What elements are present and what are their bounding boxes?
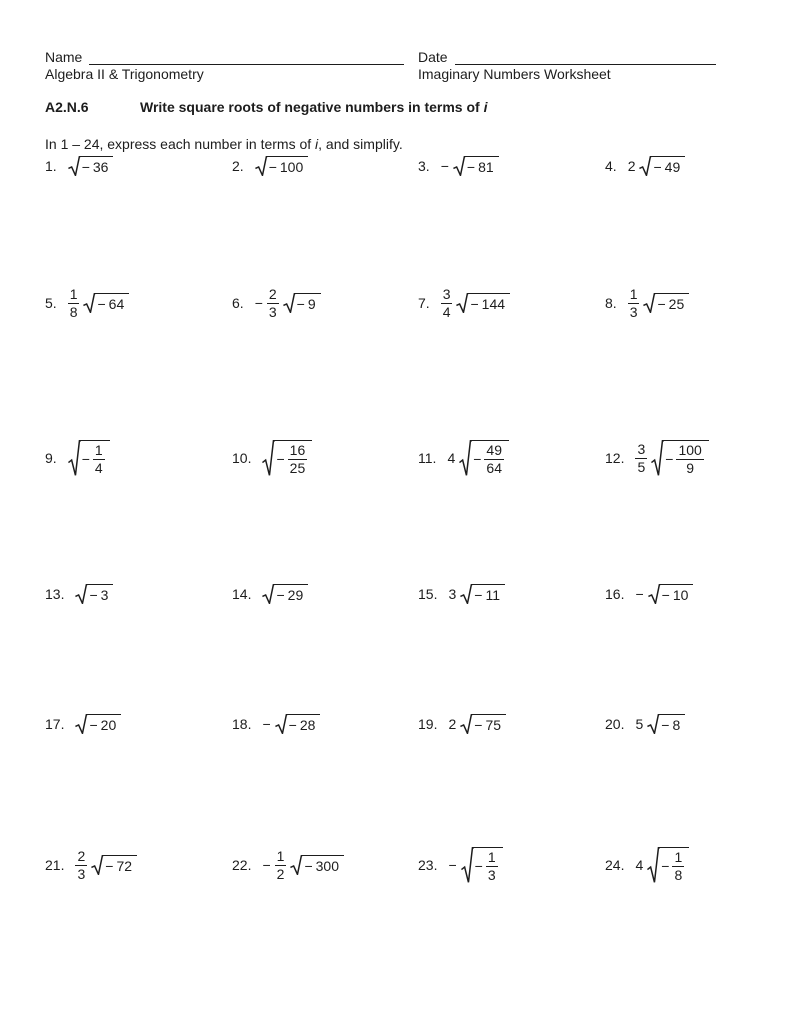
radical-sign-icon (68, 156, 81, 176)
math-expression (635, 440, 708, 476)
fraction-denominator: 2 (276, 865, 285, 882)
math-expression (262, 849, 344, 881)
fraction-denominator: 3 (268, 303, 277, 320)
math-expression (68, 440, 110, 476)
math-expression (448, 584, 505, 604)
fraction-denominator: 64 (486, 459, 502, 476)
fraction-numerator: 3 (637, 440, 646, 457)
sqrt-radical (461, 847, 503, 883)
radicand-minus: − (81, 159, 90, 175)
radical-sign-icon (460, 714, 473, 734)
problem-number: 17. (45, 716, 65, 732)
math-expression (262, 440, 312, 476)
radicand (275, 440, 312, 476)
problem-item (605, 584, 693, 604)
coefficient-sign: − (448, 857, 457, 873)
standard-code: A2.N.6 (45, 99, 89, 115)
coefficient-fraction (635, 442, 647, 474)
radicand (469, 293, 510, 313)
problem-number: 7. (418, 295, 430, 311)
sqrt-radical (456, 293, 510, 313)
sqrt-radical (68, 156, 114, 176)
radicand-minus: − (466, 159, 476, 175)
name-line (45, 46, 418, 65)
course-line (45, 66, 418, 85)
radical-sign-icon (639, 156, 652, 176)
math-expression (75, 714, 121, 734)
radicand-fraction (93, 443, 105, 475)
math-expression (448, 847, 502, 883)
course-title: Algebra II & Trigonometry (45, 66, 204, 82)
date-label: Date (418, 49, 448, 65)
fraction-denominator: 3 (629, 303, 638, 320)
radicand-fraction (288, 443, 308, 475)
fraction-denominator: 25 (289, 459, 306, 476)
radicand-number: 300 (315, 858, 339, 874)
problem-number: 1. (45, 158, 57, 174)
problem-item (605, 156, 685, 176)
radical-sign-icon (75, 584, 88, 604)
radicand (661, 584, 694, 604)
radicand-minus: − (81, 451, 90, 467)
problem-number: 20. (605, 716, 625, 732)
radicand-minus: − (89, 587, 98, 603)
radical-sign-icon (255, 156, 268, 176)
problem-item (45, 584, 113, 604)
radicand-minus: − (657, 296, 666, 312)
math-expression (75, 584, 113, 604)
problem-number: 3. (418, 158, 430, 174)
fraction-numerator: 3 (442, 285, 451, 302)
radicand-number: 11 (485, 587, 500, 603)
radicand-minus: − (665, 451, 674, 467)
problem-number: 5. (45, 295, 57, 311)
sqrt-radical (91, 855, 137, 875)
standard-title (140, 99, 487, 115)
problem-item (45, 440, 110, 476)
date-blank-line (455, 50, 716, 65)
problem-number: 16. (605, 586, 625, 602)
problem-item (45, 849, 137, 881)
sqrt-radical (262, 584, 308, 604)
problem-item (605, 847, 689, 883)
problem-item (45, 714, 121, 734)
fraction-numerator: 1 (629, 285, 638, 302)
sqrt-radical (639, 156, 685, 176)
name-blank-line (89, 50, 404, 65)
math-expression (441, 287, 510, 319)
problem-number: 19. (418, 716, 438, 732)
radicand-minus: − (474, 717, 483, 733)
radicand (88, 714, 121, 734)
problem-number: 9. (45, 450, 57, 466)
radicand-minus: − (97, 296, 106, 312)
radicand-minus: − (89, 717, 98, 733)
fraction-denominator: 5 (637, 458, 646, 475)
sqrt-radical (643, 293, 689, 313)
math-expression (262, 584, 308, 604)
radicand-fraction (484, 443, 504, 475)
math-expression (628, 156, 686, 176)
fraction-numerator: 2 (77, 847, 86, 864)
radicand-minus: − (268, 159, 277, 175)
math-expression (447, 440, 509, 476)
radical-sign-icon (651, 440, 664, 476)
math-expression (68, 156, 114, 176)
coefficient-fraction (75, 849, 87, 881)
problem-number: 22. (232, 857, 252, 873)
radicand (268, 156, 309, 176)
coefficient-sign: − (254, 295, 263, 311)
problem-item (418, 440, 509, 476)
radicand-number: 100 (279, 159, 304, 175)
fraction-numerator: 1 (276, 847, 285, 864)
radical-sign-icon (91, 855, 104, 875)
radicand-minus: − (296, 296, 305, 312)
radicand-number: 28 (299, 717, 316, 733)
problem-number: 4. (605, 158, 617, 174)
radicand-fraction (486, 850, 498, 882)
sqrt-radical (459, 440, 509, 476)
radicand-minus: − (653, 159, 662, 175)
radicand-minus: − (661, 587, 670, 603)
radical-sign-icon (647, 847, 660, 883)
radicand (472, 440, 509, 476)
radicand (652, 156, 685, 176)
problem-item (232, 156, 308, 176)
coefficient-sign: − (635, 586, 644, 602)
radicand-minus: − (473, 451, 482, 467)
coefficient-sign: 4 (447, 450, 456, 466)
math-expression (262, 714, 320, 734)
math-expression (75, 849, 137, 881)
problem-item (232, 584, 308, 604)
sqrt-radical (453, 156, 499, 176)
radicand (96, 293, 129, 313)
problem-item (418, 287, 510, 319)
radicand-number: 72 (116, 858, 133, 874)
radicand (656, 293, 689, 313)
problem-item (45, 287, 129, 319)
problem-number: 2. (232, 158, 244, 174)
radical-sign-icon (460, 584, 473, 604)
sqrt-radical (75, 714, 121, 734)
radicand-number: 3 (100, 587, 109, 603)
radical-sign-icon (262, 440, 275, 476)
sqrt-radical (647, 847, 689, 883)
problem-number: 18. (232, 716, 252, 732)
fraction-numerator: 1 (94, 441, 103, 458)
radicand-number: 10 (672, 587, 689, 603)
sqrt-radical (255, 156, 309, 176)
sqrt-radical (648, 584, 694, 604)
radicand-number: 29 (287, 587, 304, 603)
radicand-number: 36 (92, 159, 109, 175)
radical-sign-icon (262, 584, 275, 604)
math-expression (635, 847, 689, 883)
radical-sign-icon (647, 714, 660, 734)
radicand-number: 20 (100, 717, 117, 733)
radicand (473, 714, 506, 734)
sqrt-radical (290, 855, 344, 875)
sqrt-radical (68, 440, 110, 476)
coefficient-fraction (267, 287, 279, 319)
radicand-minus: − (470, 296, 479, 312)
radicand-minus: − (276, 451, 285, 467)
radicand (104, 855, 137, 875)
problem-item (232, 440, 312, 476)
directions-text-2: , and simplify. (318, 136, 403, 152)
math-expression (448, 714, 506, 734)
problem-number: 11. (418, 450, 437, 466)
radical-sign-icon (290, 855, 303, 875)
sqrt-radical (651, 440, 709, 476)
sqrt-radical (283, 293, 321, 313)
math-expression (635, 714, 685, 734)
radicand-number: 8 (672, 717, 681, 733)
radicand (466, 156, 499, 176)
problem-item (232, 849, 344, 881)
directions-text-1: In 1 – 24, express each number in terms of (45, 136, 316, 152)
sqrt-radical (262, 440, 312, 476)
coefficient-fraction (68, 287, 80, 319)
radicand-fraction (676, 443, 703, 475)
problem-number: 12. (605, 450, 625, 466)
sqrt-radical (83, 293, 129, 313)
problem-number: 8. (605, 295, 617, 311)
problem-number: 21. (45, 857, 65, 873)
problem-item (605, 440, 709, 476)
header (45, 46, 716, 85)
sqrt-radical (75, 584, 113, 604)
math-expression (255, 156, 309, 176)
worksheet-title-line (418, 66, 716, 85)
fraction-numerator: 100 (678, 441, 702, 458)
fraction-numerator: 16 (289, 441, 306, 458)
coefficient-fraction (628, 287, 640, 319)
coefficient-sign: 3 (448, 586, 457, 602)
radicand-fraction (672, 850, 684, 882)
fraction-numerator: 1 (487, 848, 496, 865)
coefficient-sign: 2 (448, 716, 457, 732)
header-right-column (418, 46, 716, 85)
radicand (288, 714, 321, 734)
problem-number: 14. (232, 586, 252, 602)
radicand (660, 714, 685, 734)
radicand-number: 25 (668, 296, 685, 312)
radicand-minus: − (105, 858, 114, 874)
standard-title-i: i (483, 99, 488, 115)
radical-sign-icon (648, 584, 661, 604)
problem-item (418, 584, 505, 604)
radical-sign-icon (68, 440, 81, 476)
fraction-denominator: 4 (442, 303, 451, 320)
coefficient-sign: − (440, 158, 449, 174)
math-expression (635, 584, 693, 604)
radical-sign-icon (453, 156, 466, 176)
coefficient-sign: − (262, 716, 271, 732)
problem-item (418, 714, 506, 734)
radicand-number: 49 (664, 159, 681, 175)
radicand (81, 156, 114, 176)
math-expression (255, 287, 321, 319)
radicand-minus: − (304, 858, 313, 874)
radicand-minus: − (661, 717, 670, 733)
radicand (474, 847, 503, 883)
radicand-number: 64 (108, 296, 125, 312)
radicand-minus: − (288, 717, 297, 733)
problems-grid (45, 145, 746, 973)
fraction-numerator: 49 (486, 441, 502, 458)
radical-sign-icon (459, 440, 472, 476)
radicand-number: 81 (478, 159, 494, 175)
radicand-minus: − (474, 587, 483, 603)
date-line (418, 46, 716, 65)
standard-line (45, 99, 487, 115)
coefficient-fraction (441, 287, 453, 319)
radical-sign-icon (643, 293, 656, 313)
problem-number: 10. (232, 450, 252, 466)
name-label: Name (45, 49, 83, 65)
problem-number: 6. (232, 295, 244, 311)
problem-number: 13. (45, 586, 65, 602)
radical-sign-icon (456, 293, 469, 313)
radicand-number: 75 (485, 717, 502, 733)
radical-sign-icon (275, 714, 288, 734)
coefficient-fraction (275, 849, 287, 881)
header-left-column (45, 46, 418, 85)
math-expression (68, 287, 130, 319)
problem-item (605, 287, 689, 319)
problem-item (232, 714, 320, 734)
coefficient-sign: − (262, 857, 271, 873)
problem-number: 15. (418, 586, 438, 602)
radicand-minus: − (276, 587, 285, 603)
sqrt-radical (275, 714, 321, 734)
worksheet-title: Imaginary Numbers Worksheet (418, 66, 611, 82)
radical-sign-icon (283, 293, 296, 313)
fraction-numerator: 1 (69, 285, 78, 302)
fraction-denominator: 3 (77, 865, 86, 882)
radicand-minus: − (474, 858, 483, 874)
directions-i: i (315, 136, 319, 152)
radical-sign-icon (461, 847, 474, 883)
problem-item (418, 847, 503, 883)
fraction-denominator: 4 (94, 459, 103, 476)
radicand (473, 584, 505, 604)
radicand (660, 847, 689, 883)
math-expression (628, 287, 690, 319)
radicand (303, 855, 344, 875)
radicand (275, 584, 308, 604)
sqrt-radical (460, 714, 506, 734)
radical-sign-icon (75, 714, 88, 734)
sqrt-radical (460, 584, 505, 604)
radicand-number: 144 (481, 296, 506, 312)
problem-item (605, 714, 685, 734)
problem-number: 24. (605, 857, 625, 873)
coefficient-sign: 2 (627, 158, 636, 174)
coefficient-sign: 5 (635, 716, 644, 732)
radicand (81, 440, 110, 476)
sqrt-radical (647, 714, 685, 734)
fraction-denominator: 9 (686, 459, 695, 476)
coefficient-sign: 4 (635, 857, 644, 873)
fraction-denominator: 3 (487, 866, 496, 883)
fraction-denominator: 8 (674, 866, 683, 883)
radicand (296, 293, 321, 313)
radicand-number: 9 (307, 296, 316, 312)
problem-item (418, 156, 499, 176)
problem-number: 23. (418, 857, 438, 873)
fraction-numerator: 1 (674, 848, 683, 865)
problem-item (45, 156, 113, 176)
math-expression (441, 156, 499, 176)
fraction-numerator: 2 (268, 285, 277, 302)
standard-title-text: Write square roots of negative numbers in terms of (140, 99, 484, 115)
radicand (664, 440, 709, 476)
problem-item (232, 287, 321, 319)
fraction-denominator: 8 (69, 303, 78, 320)
radical-sign-icon (83, 293, 96, 313)
radicand (88, 584, 113, 604)
radicand-minus: − (661, 858, 670, 874)
